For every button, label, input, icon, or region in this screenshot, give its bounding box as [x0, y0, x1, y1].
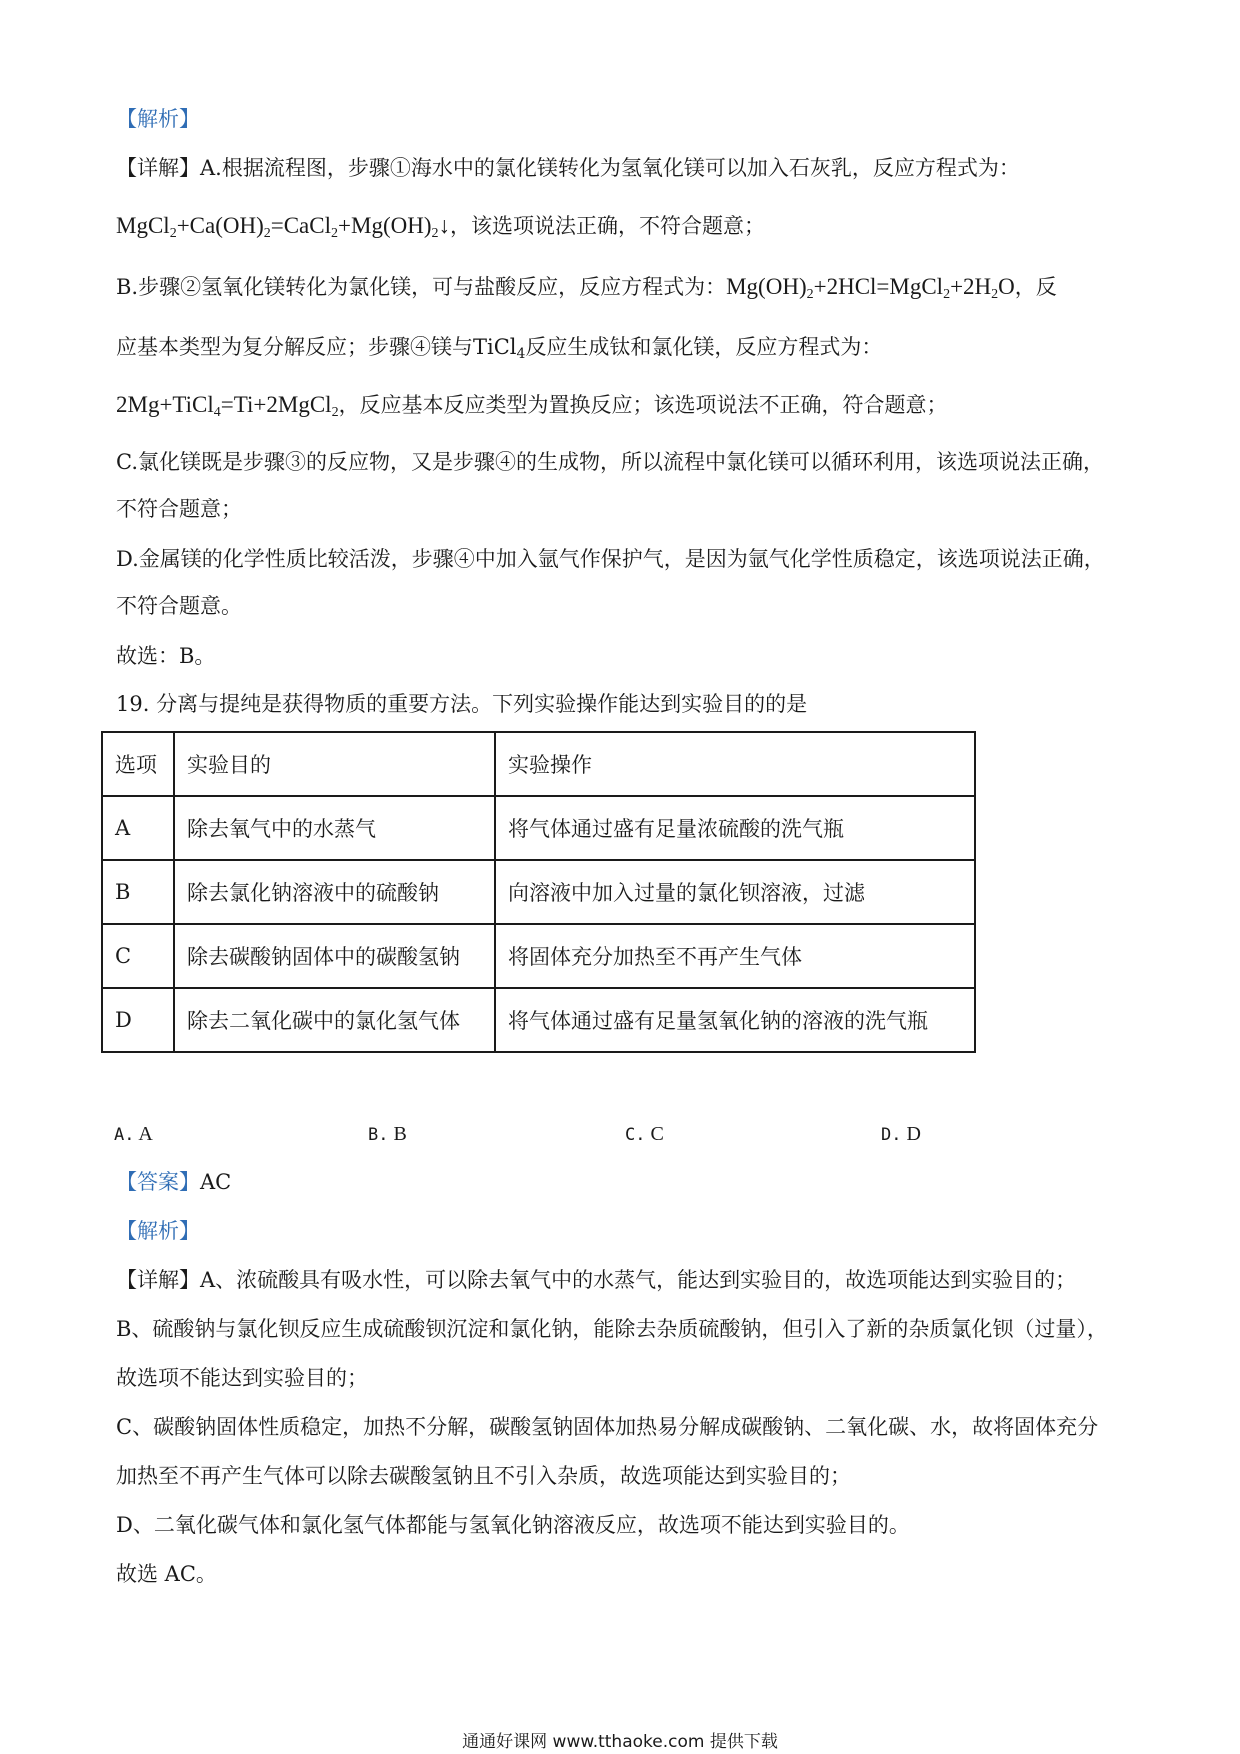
q19-detail-c-line2: 加热至不再产生气体可以除去碳酸氢钠且不引入杂质，故选项能达到实验目的；: [116, 1464, 851, 1488]
table-cell: 除去氧气中的水蒸气: [174, 796, 495, 860]
table-row: [102, 988, 975, 1052]
table-cell: B: [102, 860, 174, 924]
q19-choice-line: 故选 AC。: [116, 1562, 217, 1586]
table-header-row: [102, 732, 975, 796]
answer-line: [116, 1167, 231, 1197]
q19-detail-a: 【详解】A、浓硫酸具有吸水性，可以除去氧气中的水蒸气，能达到实验目的，故选项能达到实验目的；: [116, 1268, 1077, 1292]
table-cell: 将气体通过盛有足量浓硫酸的洗气瓶: [495, 796, 975, 860]
table-cell: D: [102, 988, 174, 1052]
table-cell: A: [102, 796, 174, 860]
option-b: B. B: [368, 1123, 407, 1145]
page-footer: 通通好课网 www.tthaoke.com 提供下载: [462, 1732, 778, 1752]
table-cell: 将气体通过盛有足量氢氧化钠的溶液的洗气瓶: [495, 988, 975, 1052]
q19-detail-b-line1: B、硫酸钠与氯化钡反应生成硫酸钡沉淀和氯化钠，能除去杂质硫酸钠，但引入了新的杂质氯化钡（过量），: [116, 1317, 1108, 1341]
table-cell: 将固体充分加热至不再产生气体: [495, 924, 975, 988]
table-cell: 除去氯化钠溶液中的硫酸钠: [174, 860, 495, 924]
option-c: C. C: [625, 1123, 664, 1145]
option-d: D. D: [881, 1123, 921, 1145]
table-header-cell: 实验目的: [174, 732, 495, 796]
answer-tag: 【答案】: [116, 1170, 200, 1194]
detail-paragraph-b-line1: B.步骤②氢氧化镁转化为氯化镁，可与盐酸反应，反应方程式为：$Mg(OH)_2+2HCl=MgCl_2+2H_2O$，反: [116, 274, 1057, 302]
table-cell: 除去二氧化碳中的氯化氢气体: [174, 988, 495, 1052]
table-cell: 除去碳酸钠固体中的碳酸氢钠: [174, 924, 495, 988]
equation-3: 2Mg+TiCl$_4$=Ti+2MgCl$_2$: [116, 392, 339, 420]
detail-d-line1: D.金属镁的化学性质比较活泼，步骤④中加入氩气作保护气，是因为氩气化学性质稳定，该选项说法正确，: [116, 547, 1105, 571]
table-cell: C: [102, 924, 174, 988]
detail-c-line2: 不符合题意；: [116, 497, 242, 521]
detail-paragraph-b-line2: 应基本类型为复分解反应；步骤④镁与TiCl$_4$反应生成钛和氯化镁，反应方程式为：: [116, 335, 883, 362]
q19-detail-b-line2: 故选项不能达到实验目的；: [116, 1366, 368, 1390]
analysis-tag-2: 【解析】: [116, 1219, 200, 1243]
table-row: [102, 860, 975, 924]
detail-paragraph-a: [116, 153, 1020, 183]
equation-2: $Mg(OH)_2+2HCl=MgCl_2+2H_2O$: [726, 274, 1015, 302]
equation-line-1: [116, 211, 765, 241]
table-header-cell: 选项: [102, 732, 174, 796]
choice-line: 故选：B。: [116, 644, 216, 668]
detail-c-line1: C.氯化镁既是步骤③的反应物，又是步骤④的生成物，所以流程中氯化镁可以循环利用，该选项说法正确，: [116, 450, 1104, 474]
equation-1: $MgCl_2+Ca(OH)_2=CaCl_2+Mg(OH)_2↓$: [116, 213, 450, 241]
experiment-table: [101, 731, 976, 1053]
equation-line-3: 2Mg+TiCl$_4$=Ti+2MgCl$_2$，反应基本反应类型为置换反应；该选项说法不正确，符合题意；: [116, 392, 948, 420]
detail-d-line2: 不符合题意。: [116, 594, 242, 618]
table-cell: 向溶液中加入过量的氯化钡溶液，过滤: [495, 860, 975, 924]
table-row: [102, 796, 975, 860]
answer-value: AC: [200, 1170, 232, 1194]
analysis-tag: 【解析】: [116, 107, 200, 131]
question-19-stem: 19. 分离与提纯是获得物质的重要方法。下列实验操作能达到实验目的的是: [116, 692, 808, 716]
table-header-cell: 实验操作: [495, 732, 975, 796]
q19-detail-d: D、二氧化碳气体和氯化氢气体都能与氢氧化钠溶液反应，故选项不能达到实验目的。: [116, 1513, 910, 1537]
detail-tag-2: 【详解】: [116, 1268, 200, 1292]
detail-tag: 【详解】: [116, 156, 200, 180]
table-row: [102, 924, 975, 988]
equation-1-tail: ，该选项说法正确，不符合题意；: [449, 214, 765, 238]
option-a: A. A: [114, 1123, 153, 1145]
detail-a-text: A.根据流程图，步骤①海水中的氯化镁转化为氢氧化镁可以加入石灰乳，反应方程式为：: [200, 156, 1020, 180]
q19-detail-c-line1: C、碳酸钠固体性质稳定，加热不分解，碳酸氢钠固体加热易分解成碳酸钠、二氧化碳、水，故将固体充分: [116, 1415, 1099, 1439]
